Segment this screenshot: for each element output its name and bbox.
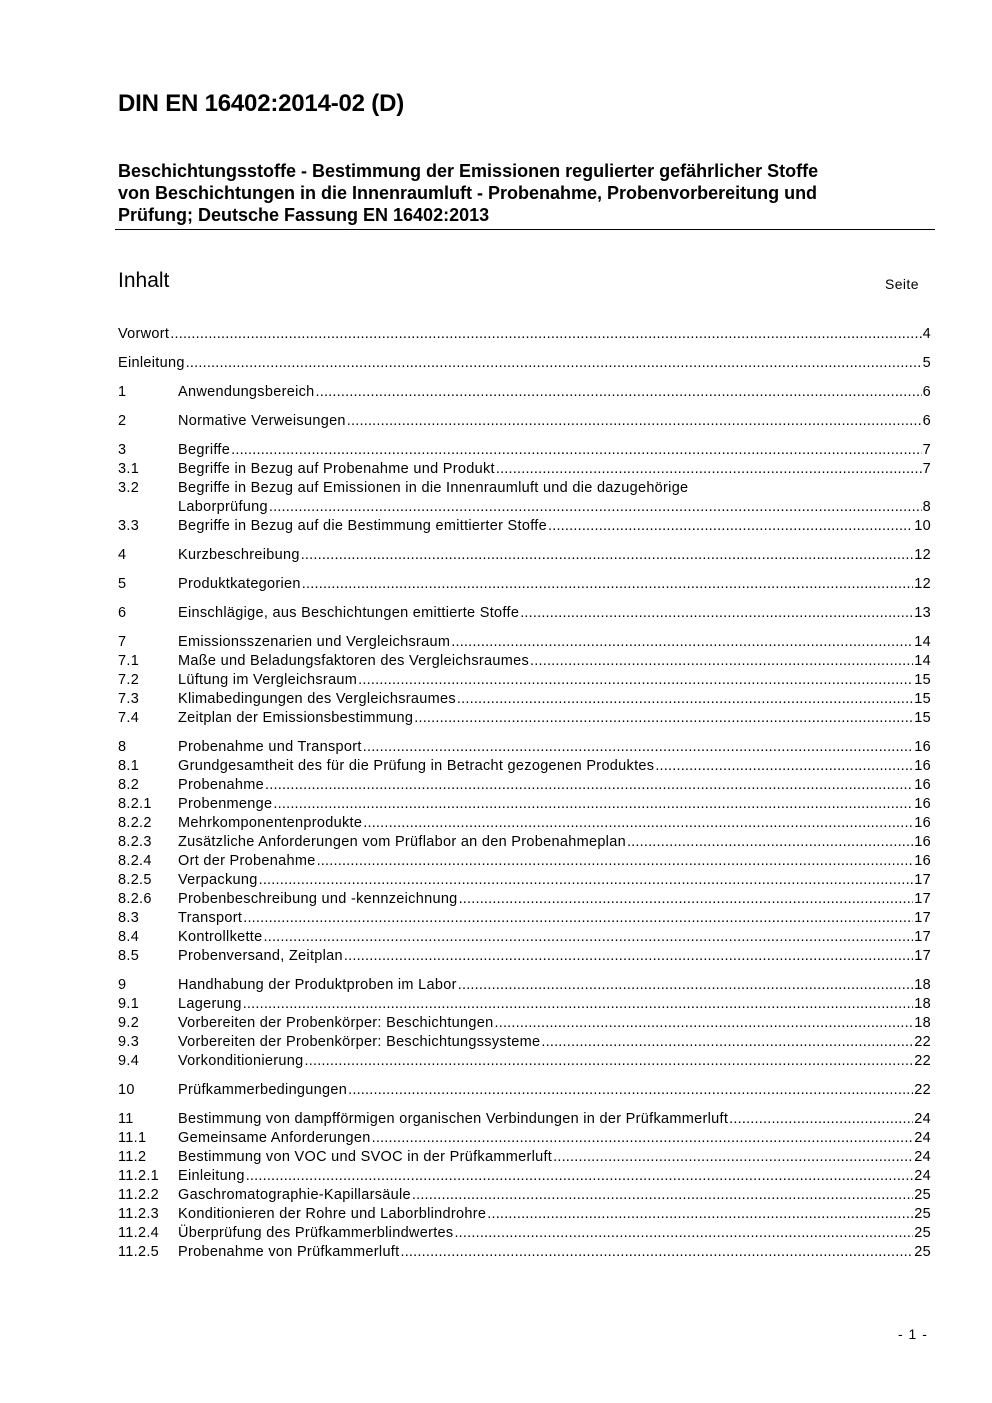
- toc-entry-line: [178, 852, 931, 871]
- toc-entry-line: [178, 814, 931, 833]
- toc-entry[interactable]: [118, 890, 931, 909]
- toc-entry[interactable]: [118, 1052, 931, 1071]
- toc-entry-line: [178, 1052, 931, 1071]
- toc-entry[interactable]: [118, 1014, 931, 1033]
- toc-entry-line: [118, 325, 931, 344]
- toc-dot-leader: [358, 671, 913, 690]
- toc-entry-line: [178, 1243, 931, 1262]
- toc-entry-title: Kontrollkette: [178, 929, 263, 945]
- toc-dot-leader: [344, 947, 913, 966]
- toc-entry-title: Grundgesamtheit des für die Prüfung in Betracht gezogenen Produktes: [178, 758, 655, 774]
- toc-entry-title: Probenahme von Prüfkammerluft: [178, 1244, 400, 1260]
- toc-entry-title: Einleitung: [178, 1168, 245, 1184]
- toc-dot-leader: [301, 546, 914, 565]
- toc-entry-number: 11.2: [118, 1149, 147, 1165]
- toc-entry[interactable]: [118, 441, 931, 460]
- toc-dot-leader: [553, 1148, 913, 1167]
- toc-entry-line: [178, 441, 931, 460]
- toc-entry-number: 9.3: [118, 1034, 140, 1050]
- toc-entry-line: [178, 1129, 931, 1148]
- toc-entry[interactable]: [118, 633, 931, 652]
- toc-entry-page: 18: [914, 996, 931, 1012]
- toc-entry-number: 4: [118, 547, 127, 563]
- toc-entry-line: [178, 1033, 931, 1052]
- toc-entry-title: Vorkonditionierung: [178, 1053, 304, 1069]
- toc-dot-leader: [655, 757, 913, 776]
- toc-entry-number: 8.2.2: [118, 815, 152, 831]
- toc-entry-number: 9: [118, 977, 127, 993]
- document-title-line: Prüfung; Deutsche Fassung EN 16402:2013: [118, 205, 490, 225]
- toc-entry-line: [178, 604, 931, 623]
- toc-dot-leader: [347, 412, 922, 431]
- toc-entry-line: [178, 928, 931, 947]
- toc-dot-leader: [457, 690, 913, 709]
- toc-entry-line: [178, 833, 931, 852]
- table-of-contents: [118, 325, 931, 1262]
- toc-entry-number: 3.1: [118, 461, 140, 477]
- toc-entry[interactable]: [118, 604, 931, 623]
- toc-dot-leader: [305, 1052, 914, 1071]
- toc-entry[interactable]: [118, 776, 931, 795]
- toc-entry-page: 5: [922, 355, 931, 371]
- toc-entry-page: 18: [914, 1015, 931, 1031]
- toc-entry-line: [118, 354, 931, 373]
- toc-entry-number: 8.2: [118, 777, 140, 793]
- toc-dot-leader: [363, 738, 914, 757]
- toc-entry-line: [178, 479, 931, 498]
- toc-entry[interactable]: [118, 995, 931, 1014]
- toc-entry-number: 11.2.4: [118, 1225, 160, 1241]
- toc-entry-title: Prüfkammerbedingungen: [178, 1082, 348, 1098]
- toc-entry-page: 16: [914, 853, 931, 869]
- toc-dot-leader: [541, 1033, 913, 1052]
- toc-entry[interactable]: [118, 498, 931, 517]
- toc-entry[interactable]: [118, 1186, 931, 1205]
- toc-dot-leader: [363, 814, 913, 833]
- toc-entry-title: Einleitung: [118, 355, 185, 371]
- toc-entry-title: Klimabedingungen des Vergleichsraumes: [178, 691, 456, 707]
- toc-entry-page: 25: [914, 1244, 931, 1260]
- toc-entry-line: [178, 995, 931, 1014]
- title-divider: [115, 229, 935, 230]
- toc-entry[interactable]: [118, 852, 931, 871]
- toc-entry-line: [178, 671, 931, 690]
- toc-entry-line: [178, 652, 931, 671]
- toc-entry-title: Laborprüfung: [178, 499, 268, 515]
- toc-dot-leader: [170, 325, 921, 344]
- toc-entry-line: [178, 1186, 931, 1205]
- toc-dot-leader: [317, 852, 914, 871]
- toc-entry-page: 4: [922, 326, 931, 342]
- toc-entry[interactable]: [118, 652, 931, 671]
- page-number: - 1 -: [898, 1326, 928, 1342]
- toc-entry-page: 17: [914, 891, 931, 907]
- toc-dot-leader: [459, 890, 914, 909]
- toc-entry[interactable]: [118, 412, 931, 431]
- toc-entry-page: 16: [914, 834, 931, 850]
- toc-entry[interactable]: [118, 738, 931, 757]
- toc-entry-number: 9.2: [118, 1015, 140, 1031]
- toc-entry[interactable]: [118, 1205, 931, 1224]
- toc-entry-page: 15: [914, 672, 931, 688]
- document-title-line: Beschichtungsstoffe - Bestimmung der Emissionen regulierter gefährlicher Stoffe: [118, 161, 819, 181]
- toc-entry-number: 1: [118, 384, 127, 400]
- toc-entry-line: [178, 947, 931, 966]
- toc-entry-number: 2: [118, 413, 127, 429]
- toc-dot-leader: [400, 1243, 913, 1262]
- toc-entry[interactable]: [118, 1167, 931, 1186]
- toc-entry-number: 8.2.3: [118, 834, 152, 850]
- toc-entry-line: [178, 795, 931, 814]
- toc-entry-line: [178, 909, 931, 928]
- toc-entry-line: [178, 412, 931, 431]
- toc-entry-page: 16: [914, 796, 931, 812]
- toc-entry[interactable]: [118, 354, 931, 373]
- toc-dot-leader: [729, 1110, 913, 1129]
- toc-entry-page: 17: [914, 948, 931, 964]
- toc-entry-title: Lagerung: [178, 996, 242, 1012]
- toc-entry-title: Lüftung im Vergleichsraum: [178, 672, 358, 688]
- toc-entry-number: 8.5: [118, 948, 140, 964]
- toc-entry-title: Vorbereiten der Probenkörper: Beschichtungen: [178, 1015, 494, 1031]
- toc-entry[interactable]: [118, 690, 931, 709]
- toc-entry-line: [178, 709, 931, 728]
- toc-entry[interactable]: [118, 814, 931, 833]
- toc-entry-line: [178, 1110, 931, 1129]
- toc-entry-number: 8.2.4: [118, 853, 152, 869]
- toc-dot-leader: [246, 1167, 914, 1186]
- toc-entry-line: [178, 546, 931, 565]
- toc-entry-line: [178, 575, 931, 594]
- toc-entry-title: Handhabung der Produktproben im Labor: [178, 977, 457, 993]
- toc-entry-number: 11.2.5: [118, 1244, 160, 1260]
- toc-entry-title: Anwendungsbereich: [178, 384, 315, 400]
- toc-entry-line: [178, 871, 931, 890]
- toc-entry-line: [178, 383, 931, 402]
- document-id: DIN EN 16402:2014-02 (D): [118, 90, 405, 117]
- toc-entry[interactable]: [118, 325, 931, 344]
- toc-entry-number: 3.3: [118, 518, 140, 534]
- toc-entry-page: 24: [914, 1130, 931, 1146]
- toc-entry-line: [178, 776, 931, 795]
- toc-heading: Inhalt: [118, 269, 170, 292]
- toc-entry-title: Probenahme und Transport: [178, 739, 362, 755]
- toc-entry-number: 8.2.1: [118, 796, 152, 812]
- toc-entry-line: [178, 460, 931, 479]
- toc-dot-leader: [372, 1129, 914, 1148]
- toc-entry-title: Ort der Probenahme: [178, 853, 316, 869]
- toc-entry-page: 18: [914, 977, 931, 993]
- toc-entry[interactable]: [118, 757, 931, 776]
- toc-entry[interactable]: [118, 871, 931, 890]
- toc-dot-leader: [316, 383, 922, 402]
- toc-dot-leader: [627, 833, 913, 852]
- toc-entry[interactable]: [118, 1224, 931, 1243]
- toc-entry-number: 11.2.3: [118, 1206, 160, 1222]
- toc-entry-title: Produktkategorien: [178, 576, 301, 592]
- toc-entry-line: [178, 1148, 931, 1167]
- toc-entry-page: 16: [914, 758, 931, 774]
- toc-entry-title: Probenmenge: [178, 796, 273, 812]
- toc-dot-leader: [231, 441, 922, 460]
- toc-dot-leader: [548, 517, 913, 536]
- toc-dot-leader: [243, 995, 914, 1014]
- toc-entry[interactable]: [118, 947, 931, 966]
- toc-entry-number: 8.4: [118, 929, 140, 945]
- toc-entry-title: Einschlägige, aus Beschichtungen emittierte Stoffe: [178, 605, 520, 621]
- toc-entry-title: Kurzbeschreibung: [178, 547, 300, 563]
- toc-entry-page: 10: [914, 518, 931, 534]
- toc-entry[interactable]: [118, 546, 931, 565]
- toc-entry-number: 7.2: [118, 672, 140, 688]
- toc-entry-number: 8.1: [118, 758, 140, 774]
- toc-entry-line: [178, 1081, 931, 1100]
- toc-entry-title: Probenversand, Zeitplan: [178, 948, 343, 964]
- toc-entry[interactable]: [118, 1033, 931, 1052]
- toc-entry[interactable]: [118, 1081, 931, 1100]
- toc-entry-number: 6: [118, 605, 127, 621]
- toc-entry-title: Überprüfung des Prüfkammerblindwertes: [178, 1225, 454, 1241]
- toc-entry-page: 7: [922, 442, 931, 458]
- toc-entry-title: Bestimmung von VOC und SVOC in der Prüfkammerluft: [178, 1149, 553, 1165]
- toc-entry[interactable]: [118, 976, 931, 995]
- toc-entry-page: 13: [914, 605, 931, 621]
- toc-entry-page: 25: [914, 1206, 931, 1222]
- toc-entry-line: [178, 1224, 931, 1243]
- toc-entry-line: [178, 1014, 931, 1033]
- toc-dot-leader: [348, 1081, 913, 1100]
- toc-entry-page: 24: [914, 1111, 931, 1127]
- toc-entry-title: Zusätzliche Anforderungen vom Prüflabor an den Probenahmeplan: [178, 834, 626, 850]
- toc-entry-number: 8.2.5: [118, 872, 152, 888]
- toc-entry-page: 25: [914, 1187, 931, 1203]
- toc-entry-number: 7.3: [118, 691, 140, 707]
- toc-entry-line: [178, 517, 931, 536]
- toc-entry-line: [178, 1205, 931, 1224]
- toc-dot-leader: [451, 633, 913, 652]
- toc-dot-leader: [487, 1205, 913, 1224]
- toc-entry-page: 14: [914, 634, 931, 650]
- toc-entry-number: 11: [118, 1111, 134, 1127]
- toc-entry-line: [178, 1167, 931, 1186]
- toc-entry-number: 7.1: [118, 653, 140, 669]
- toc-entry-page: 17: [914, 929, 931, 945]
- toc-entry-title: Vorwort: [118, 326, 170, 342]
- toc-entry-number: 8.3: [118, 910, 140, 926]
- toc-dot-leader: [454, 1224, 913, 1243]
- toc-entry[interactable]: [118, 1243, 931, 1262]
- toc-dot-leader: [264, 928, 914, 947]
- toc-entry-number: 9.4: [118, 1053, 140, 1069]
- toc-entry-title: Verpackung: [178, 872, 258, 888]
- toc-entry-title: Begriffe in Bezug auf Emissionen in die Innenraumluft und die dazugehörige: [178, 480, 689, 496]
- toc-entry-page: 24: [914, 1168, 931, 1184]
- toc-entry-title: Transport: [178, 910, 243, 926]
- toc-entry-line: [178, 690, 931, 709]
- toc-dot-leader: [186, 354, 922, 373]
- toc-entry-number: 3.2: [118, 480, 140, 496]
- toc-dot-leader: [259, 871, 914, 890]
- toc-entry-title: Gaschromatographie-Kapillarsäule: [178, 1187, 411, 1203]
- toc-entry-page: 24: [914, 1149, 931, 1165]
- toc-entry[interactable]: [118, 1110, 931, 1129]
- toc-entry-title: Gemeinsame Anforderungen: [178, 1130, 371, 1146]
- toc-entry-page: 8: [922, 499, 931, 515]
- toc-entry[interactable]: [118, 479, 931, 498]
- toc-entry[interactable]: [118, 833, 931, 852]
- toc-entry-page: 22: [914, 1053, 931, 1069]
- toc-entry[interactable]: [118, 460, 931, 479]
- toc-entry-number: 8: [118, 739, 127, 755]
- toc-entry-page: 12: [914, 547, 931, 563]
- toc-entry-number: 3: [118, 442, 127, 458]
- toc-entry-page: 17: [914, 910, 931, 926]
- toc-page-column-label: Seite: [885, 276, 919, 292]
- toc-entry-title: Begriffe in Bezug auf Probenahme und Produkt: [178, 461, 495, 477]
- toc-entry-number: 9.1: [118, 996, 140, 1012]
- toc-entry[interactable]: [118, 575, 931, 594]
- toc-entry-page: 22: [914, 1082, 931, 1098]
- toc-entry-page: 15: [914, 691, 931, 707]
- toc-dot-leader: [530, 652, 913, 671]
- toc-entry-title: Emissionsszenarien und Vergleichsraum: [178, 634, 451, 650]
- document-title-line: von Beschichtungen in die Innenraumluft - Probenahme, Probenvorbereitung und: [118, 183, 818, 203]
- toc-dot-leader: [496, 460, 922, 479]
- toc-entry-title: Begriffe in Bezug auf die Bestimmung emittierter Stoffe: [178, 518, 547, 534]
- toc-entry-line: [178, 757, 931, 776]
- toc-entry-number: 7: [118, 634, 127, 650]
- document-title: [118, 160, 918, 226]
- toc-entry-title: Normative Verweisungen: [178, 413, 346, 429]
- toc-entry[interactable]: [118, 928, 931, 947]
- toc-entry-title: Probenahme: [178, 777, 265, 793]
- toc-entry-page: 25: [914, 1225, 931, 1241]
- toc-entry-line: [178, 890, 931, 909]
- toc-dot-leader: [269, 498, 922, 517]
- toc-dot-leader: [273, 795, 913, 814]
- toc-entry[interactable]: [118, 383, 931, 402]
- toc-entry[interactable]: [118, 709, 931, 728]
- toc-entry-title: Zeitplan der Emissionsbestimmung: [178, 710, 414, 726]
- toc-entry-page: 12: [914, 576, 931, 592]
- toc-dot-leader: [302, 575, 913, 594]
- toc-entry[interactable]: [118, 1148, 931, 1167]
- toc-entry-number: 10: [118, 1082, 135, 1098]
- toc-entry-line: [178, 976, 931, 995]
- toc-entry-page: 15: [914, 710, 931, 726]
- toc-entry-page: 16: [914, 739, 931, 755]
- toc-entry[interactable]: [118, 517, 931, 536]
- toc-entry-title: Probenbeschreibung und -kennzeichnung: [178, 891, 458, 907]
- toc-entry-page: 7: [922, 461, 931, 477]
- toc-entry-number: 8.2.6: [118, 891, 152, 907]
- toc-dot-leader: [243, 909, 913, 928]
- toc-entry-page: 14: [914, 653, 931, 669]
- toc-entry-title: Maße und Beladungsfaktoren des Vergleichsraumes: [178, 653, 530, 669]
- toc-entry-number: 5: [118, 576, 127, 592]
- toc-dot-leader: [494, 1014, 913, 1033]
- toc-entry[interactable]: [118, 1129, 931, 1148]
- toc-dot-leader: [414, 709, 913, 728]
- toc-dot-leader: [520, 604, 913, 623]
- toc-entry-page: 22: [914, 1034, 931, 1050]
- toc-entry-number: 7.4: [118, 710, 140, 726]
- toc-entry-number: 11.2.1: [118, 1168, 160, 1184]
- toc-entry-page: 6: [922, 413, 931, 429]
- toc-entry[interactable]: [118, 671, 931, 690]
- toc-entry-title: Begriffe: [178, 442, 231, 458]
- toc-entry-title: Mehrkomponentenprodukte: [178, 815, 363, 831]
- toc-entry-line: [178, 738, 931, 757]
- toc-entry-page: 17: [914, 872, 931, 888]
- toc-entry-page: 16: [914, 777, 931, 793]
- toc-entry-title: Konditionieren der Rohre und Laborblindrohre: [178, 1206, 487, 1222]
- toc-dot-leader: [265, 776, 913, 795]
- toc-entry-line: [178, 633, 931, 652]
- toc-entry-number: 11.2.2: [118, 1187, 160, 1203]
- toc-entry-page: 6: [922, 384, 931, 400]
- toc-dot-leader: [412, 1186, 913, 1205]
- toc-entry-number: 11.1: [118, 1130, 147, 1146]
- toc-entry-page: 16: [914, 815, 931, 831]
- toc-entry-title: Bestimmung von dampfförmigen organischen Verbindungen in der Prüfkammerluft: [178, 1111, 729, 1127]
- toc-entry[interactable]: [118, 909, 931, 928]
- toc-entry[interactable]: [118, 795, 931, 814]
- toc-entry-line: [178, 498, 931, 517]
- toc-dot-leader: [458, 976, 914, 995]
- toc-entry-title: Vorbereiten der Probenkörper: Beschichtungssysteme: [178, 1034, 541, 1050]
